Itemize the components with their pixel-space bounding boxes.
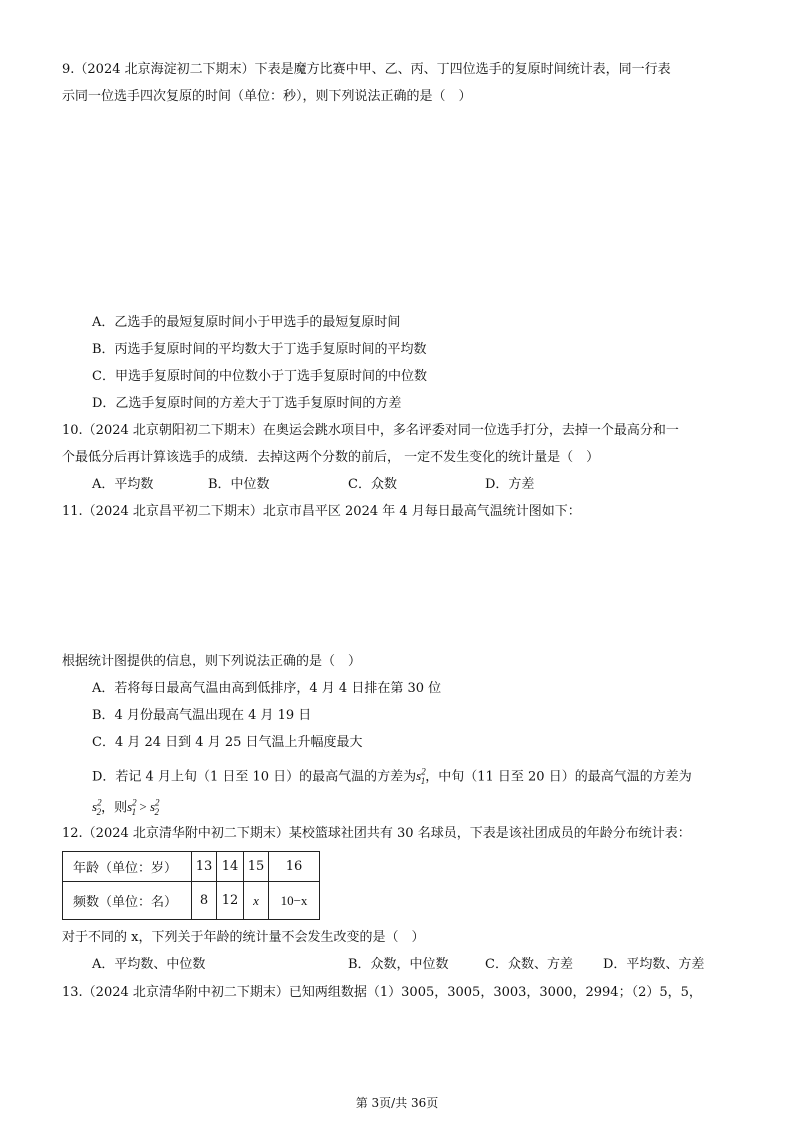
q12-stem: 对于不同的 x，下列关于年龄的统计量不会发生改变的是（ ） (62, 930, 425, 945)
q11-option-a: A．若将每日最高气温由高到低排序，4 月 4 日排在第 30 位 (92, 681, 442, 696)
q11-option-d-pre: D．若记 4 月上旬（1 日至 10 日）的最高气温的方差为 (92, 769, 417, 785)
q11-stem: 根据统计图提供的信息，则下列说法正确的是（ ） (62, 654, 362, 669)
q11-line-1: 11.（2024 北京昌平初二下期末）北京市昌平区 2024 年 4 月每日最高气温统计图如下： (62, 504, 581, 519)
table-cell: 15 (244, 852, 269, 882)
q10-line-2: 个最低分后再计算该选手的成绩．去掉这两个分数的前后， 一定不发生变化的统计量是（ ） (62, 450, 600, 465)
table-cell: 10−x (269, 882, 320, 920)
page-number: 第 3页/共 36页 (355, 1096, 439, 1110)
q10-option-d: D．方差 (485, 477, 535, 492)
table-cell: 13 (192, 852, 217, 882)
table-row-header: 频数（单位：名） (63, 882, 192, 920)
q9-option-c: C．甲选手复原时间的中位数小于丁选手复原时间的中位数 (92, 369, 427, 384)
q11-option-d-mid: ，中旬（11 日至 20 日）的最高气温的方差为 (425, 769, 692, 785)
q12-option-d: D．平均数、方差 (603, 957, 705, 972)
q12-option-b: B．众数，中位数 (348, 957, 449, 972)
q9-line-2: 示同一位选手四次复原的时间（单位：秒），则下列说法正确的是（ ） (62, 89, 472, 104)
table-cell: 12 (217, 882, 244, 920)
variance-s1: $s^2_1$ (416, 767, 426, 786)
q11-option-c: C．4 月 24 日到 4 月 25 日气温上升幅度最大 (92, 735, 363, 750)
table-row (63, 882, 320, 920)
q9-line-1: 9.（2024 北京海淀初二下期末）下表是魔方比赛中甲、乙、丙、丁四位选手的复原时间统计表，同一行表 (62, 62, 671, 77)
q11-option-d (92, 764, 692, 789)
table-cell: x (244, 882, 269, 920)
q10-option-a: A．平均数 (92, 477, 154, 492)
table-cell: 16 (269, 852, 320, 882)
q13-line-1: 13.（2024 北京清华附中初二下期末）已知两组数据（1）3005，3005，3003，3000，2994；（2）5，5， (62, 985, 702, 1000)
q12-option-c: C．众数、方差 (485, 957, 573, 972)
q10-option-b: B．中位数 (208, 477, 270, 492)
q11-option-b: B．4 月份最高气温出现在 4 月 19 日 (92, 708, 312, 723)
table-row-header: 年龄（单位：岁） (63, 852, 192, 882)
table-cell: 8 (192, 882, 217, 920)
age-distribution-table (62, 851, 320, 920)
q9-option-b: B．丙选手复原时间的平均数大于丁选手复原时间的平均数 (92, 342, 427, 357)
q12-option-a: A．平均数、中位数 (92, 957, 206, 972)
table-cell: 14 (217, 852, 244, 882)
q10-line-1: 10.（2024 北京朝阳初二下期末）在奥运会跳水项目中，多名评委对同一位选手打分，去掉一个最高分和一 (62, 423, 679, 438)
q10-option-c: C．众数 (348, 477, 397, 492)
table-row (63, 852, 320, 882)
q9-option-d: D．乙选手复原时间的方差大于丁选手复原时间的方差 (92, 396, 402, 411)
variance-s2: $s^2_2$ (92, 798, 102, 817)
inequality: $s^2_1 > s^2_2$ (127, 798, 160, 817)
q9-option-a: A．乙选手的最短复原时间小于甲选手的最短复原时间 (92, 315, 401, 330)
q11-option-d-cont: $s^2_2$，则$s^2_1 > s^2_2$ (92, 798, 160, 817)
q12-line-1: 12.（2024 北京清华附中初二下期末）某校篮球社团共有 30 名球员，下表是该社团成员的年龄分布统计表： (62, 826, 691, 841)
